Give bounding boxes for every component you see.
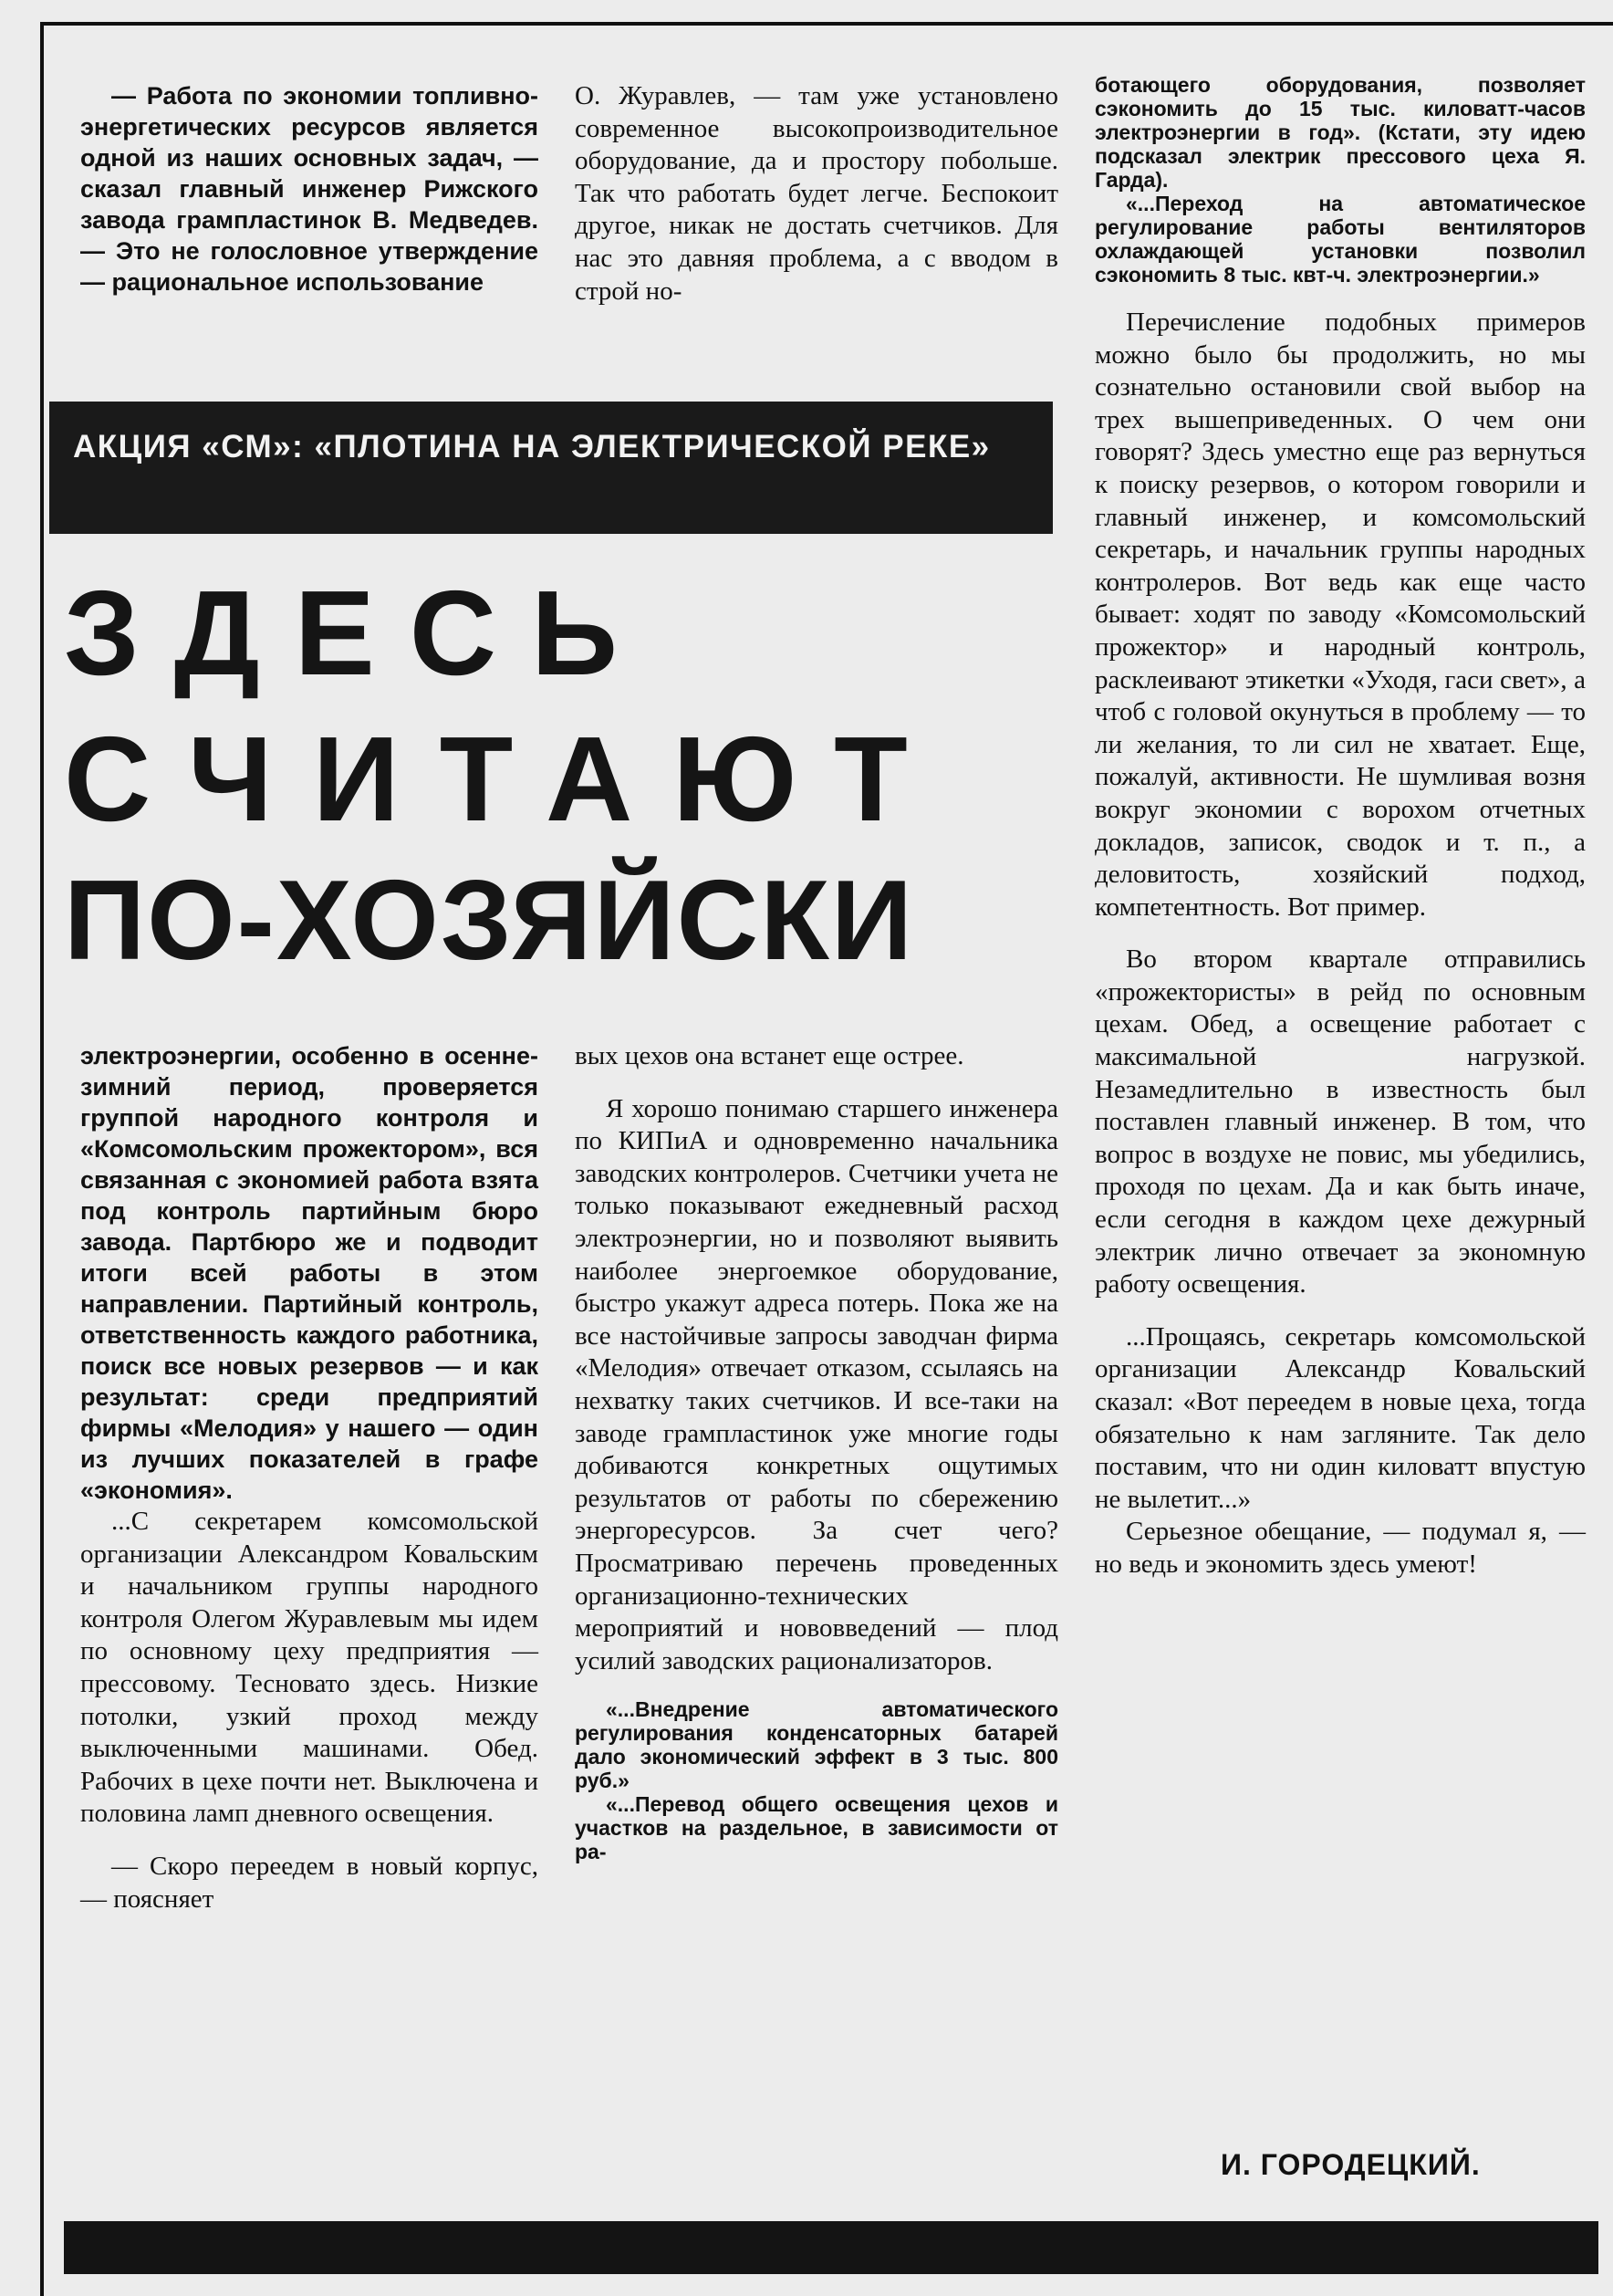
rubric-banner: АКЦИЯ «СМ»: «ПЛОТИНА НА ЭЛЕКТРИЧЕСКОЙ РЕКЕ» bbox=[49, 402, 1053, 534]
intro-column-top bbox=[80, 80, 538, 374]
left-rule bbox=[40, 22, 44, 2296]
body-paragraph-6: ...Прощаясь, секретарь комсомольской организации Александр Ковальский сказал: «Вот переедем в новые цеха, тогда обязательно к нам загляните. Так дело поставим, что ни один киловатт впустую не вылетит...» bbox=[1095, 1321, 1586, 1514]
body-paragraph-continued: вых цехов она встанет еще острее. bbox=[575, 1041, 964, 1070]
right-column bbox=[1095, 73, 1586, 2135]
body-paragraph-7: Серьезное обещание, — подумал я, — но ведь и экономить здесь умеют! bbox=[1095, 1517, 1586, 1579]
headline-line-3: ПО-ХОЗЯЙСКИ bbox=[64, 858, 915, 984]
top-rule bbox=[40, 22, 1613, 26]
bottom-bar bbox=[64, 2221, 1598, 2274]
body-paragraph-4: Перечисление подобных примеров можно было бы продолжить, но мы сознательно остановили свой выбор на трех вышеприведенных. О чем они говорят? Здесь уместно еще раз вернуться к поиску резервов, о котором говорили и главный инженер, и комсомольский секретарь, и начальник группы народных контролеров. Вот ведь как еще часто бывает: ходят по заводу «Комсомольский прожектор» и народный контроль, расклеивают этикетки «Уходя, гаси свет», а чтоб с головой окунуться в проблему — то ли желания, то ли сил не хватает. Еще, пожалуй, активности. Не шумливая возня вокруг экономии с ворохом отчетных докладов, записок, сводок и т. п., а деловитость, хозяйский подход, компетентность. Вот пример. bbox=[1095, 308, 1586, 922]
quote-2-continued: ботающего оборудования, позволяет сэкономить до 15 тыс. киловатт-часов электроэнергии в год». (Кстати, эту идею подсказал электрик прессового цеха Я. Гарда). bbox=[1095, 73, 1586, 192]
middle-column-top bbox=[575, 80, 1058, 374]
body-paragraph-1: ...С секретарем комсомольской организации Александром Ковальским и начальником группы народного контроля Олегом Журавлевым мы идем по основному цеху предприятия — прессовому. Тесновато здесь. Низкие потолки, узкий проход между выключенными машинами. Обед. Рабочих в цехе почти нет. Выключена и половина ламп дневного освещения. bbox=[80, 1507, 538, 1829]
body-paragraph-5: Во втором квартале отправились «прожектористы» в рейд по основным цехам. Обед, а освещение работает с максимальной нагрузкой. Незамедлительно в известность был поставлен главный инженер. В том, что вопрос в воздухе не повис, мы убедились, проходя по цехам. Да и как быть иначе, если сегодня в каждом цехе дежурный электрик лично отвечает за экономную работу освещения. bbox=[1095, 944, 1586, 1299]
quote-2: «...Перевод общего освещения цехов и участков на раздельное, в зависимости от ра- bbox=[575, 1792, 1058, 1864]
intro-paragraph: — Работа по экономии топливно-энергетических ресурсов является одной из наших основных задач, — сказал главный инженер Рижского завода грампластинок В. Медведев. — Это не голословное утверждение — рациональное использование bbox=[80, 82, 538, 296]
body-paragraph-3: Я хорошо понимаю старшего инженера по КИПиА и одновременно начальника заводских контролеров. Счетчики учета не только показывают ежедневный расход электроэнергии, но и позволяют выявить наиболее энергоемкое оборудование, быстро укажут адреса потерь. Пока же на все настойчивые запросы заводчан фирма «Мелодия» отвечает отказом, ссылаясь на нехватку таких счетчиков. И все-таки на заводе грампластинок уже многие годы добиваются конкретных ощутимых результатов от работы по сбережению энергоресурсов. За счет чего? Просматриваю перечень проведенных организационно-технических мероприятий и нововведений — плод усилий заводских рационализаторов. bbox=[575, 1093, 1058, 1675]
author-signature: И. ГОРОДЕЦКИЙ. bbox=[1221, 2148, 1481, 2181]
middle-column-bottom bbox=[575, 1040, 1058, 2190]
quote-3: «...Переход на автоматическое регулирование работы вентиляторов охлаждающей установки позволил сэкономить 8 тыс. квт-ч. электроэнергии.» bbox=[1095, 192, 1586, 287]
headline-line-1: ЗДЕСЬ bbox=[64, 566, 652, 700]
body-paragraph-zhuravlev: О. Журавлев, — там уже установлено современное высокопроизводительное оборудование, да и простору побольше. Так что работать будет легче. Беспокоит другое, никак не достать счетчиков. Для нас это давняя проблема, а с вводом в строй но- bbox=[575, 81, 1058, 306]
left-column-bottom bbox=[80, 1040, 538, 2208]
headline-line-2: СЧИТАЮТ bbox=[64, 712, 948, 846]
body-paragraph-2: — Скоро переедем в новый корпус, — поясняет bbox=[80, 1851, 538, 1914]
intro-continued-paragraph: электроэнергии, особенно в осенне-зимний период, проверяется группой народного контроля и «Комсомольским прожектором», вся связанная с экономией работа взята под контроль партийным бюро завода. Партбюро же и подводит итоги всей работы в этом направлении. Партийный контроль, ответственность каждого работника, поиск все новых резервов — и как результат: среди предприятий фирмы «Мелодия» у нашего — один из лучших показателей в графе «экономия». bbox=[80, 1042, 538, 1504]
quote-1: «...Внедрение автоматического регулирования конденсаторных батарей дало экономический эффект в 3 тыс. 800 руб.» bbox=[575, 1697, 1058, 1793]
